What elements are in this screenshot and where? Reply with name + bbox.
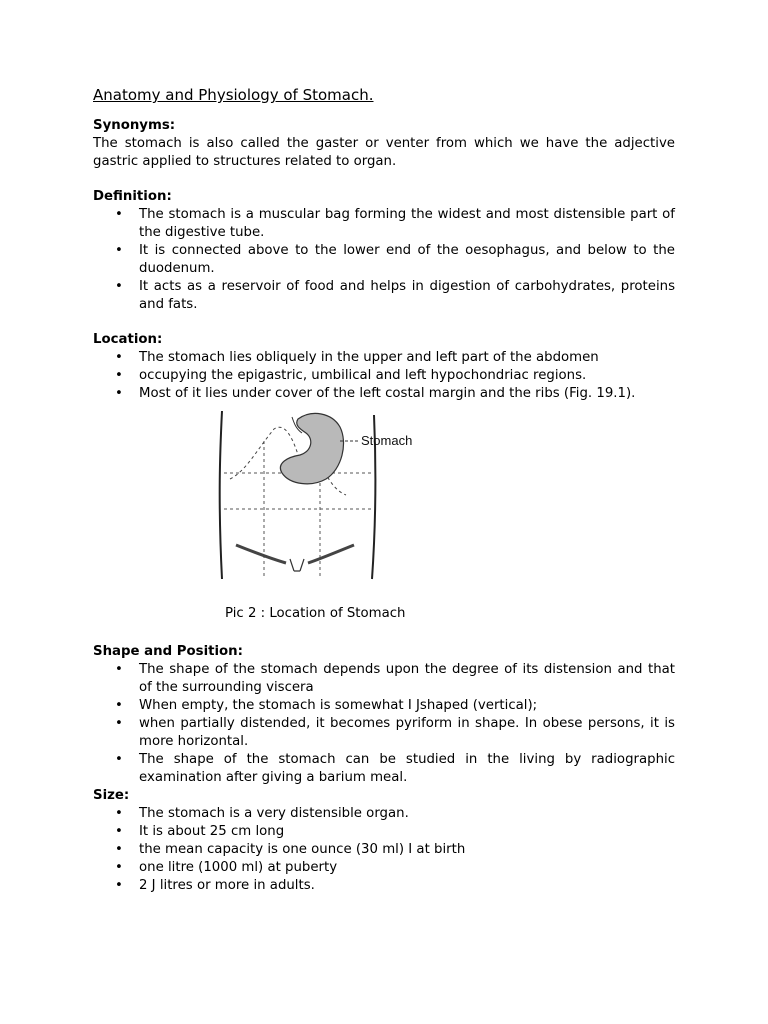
shape-position-list [93,661,675,787]
figure-caption: Pic 2 : Location of Stomach [225,606,406,621]
stomach-diagram [216,411,436,583]
list-item: • The shape of the stomach can be studied in the living by radiographic examination after giving a barium meal. [93,751,675,787]
list-item: • occupying the epigastric, umbilical and left hypochondriac regions. [93,367,675,385]
list-item: • The shape of the stomach depends upon the degree of its distension and that of the surrounding viscera [93,661,675,697]
list-item: • When empty, the stomach is somewhat I Jshaped (vertical); [93,697,675,715]
document-content [93,85,675,895]
shape-position-heading: Shape and Position: [93,644,243,659]
list-item: • The stomach is a very distensible organ. [93,805,675,823]
definition-list [93,206,675,314]
synonyms-heading: Synonyms: [93,118,176,133]
definition-heading: Definition: [93,189,172,204]
synonyms-text: The stomach is also called the gaster or venter from which we have the adjective gastric applied to structures related to organ. [93,136,675,169]
list-item: • the mean capacity is one ounce (30 ml) I at birth [93,841,675,859]
list-item: • It acts as a reservoir of food and helps in digestion of carbohydrates, proteins and fats. [93,278,675,314]
list-item: • It is connected above to the lower end of the oesophagus, and below to the duodenum. [93,242,675,278]
list-item: • 2 J litres or more in adults. [93,877,675,895]
list-item: • The stomach is a muscular bag forming the widest and most distensible part of the digestive tube. [93,206,675,242]
list-item: • Most of it lies under cover of the left costal margin and the ribs (Fig. 19.1). [93,385,675,403]
list-item: • one litre (1000 ml) at puberty [93,859,675,877]
list-item: • It is about 25 cm long [93,823,675,841]
page-title: Anatomy and Physiology of Stomach. [93,86,374,104]
size-heading: Size: [93,788,130,803]
list-item: • The stomach lies obliquely in the upper and left part of the abdomen [93,349,675,367]
list-item: • when partially distended, it becomes pyriform in shape. In obese persons, it is more horizontal. [93,715,675,751]
location-heading: Location: [93,332,163,347]
stomach-label: Stomach [361,433,413,448]
stomach-figure [93,403,675,643]
size-list [93,805,675,895]
location-list [93,349,675,403]
